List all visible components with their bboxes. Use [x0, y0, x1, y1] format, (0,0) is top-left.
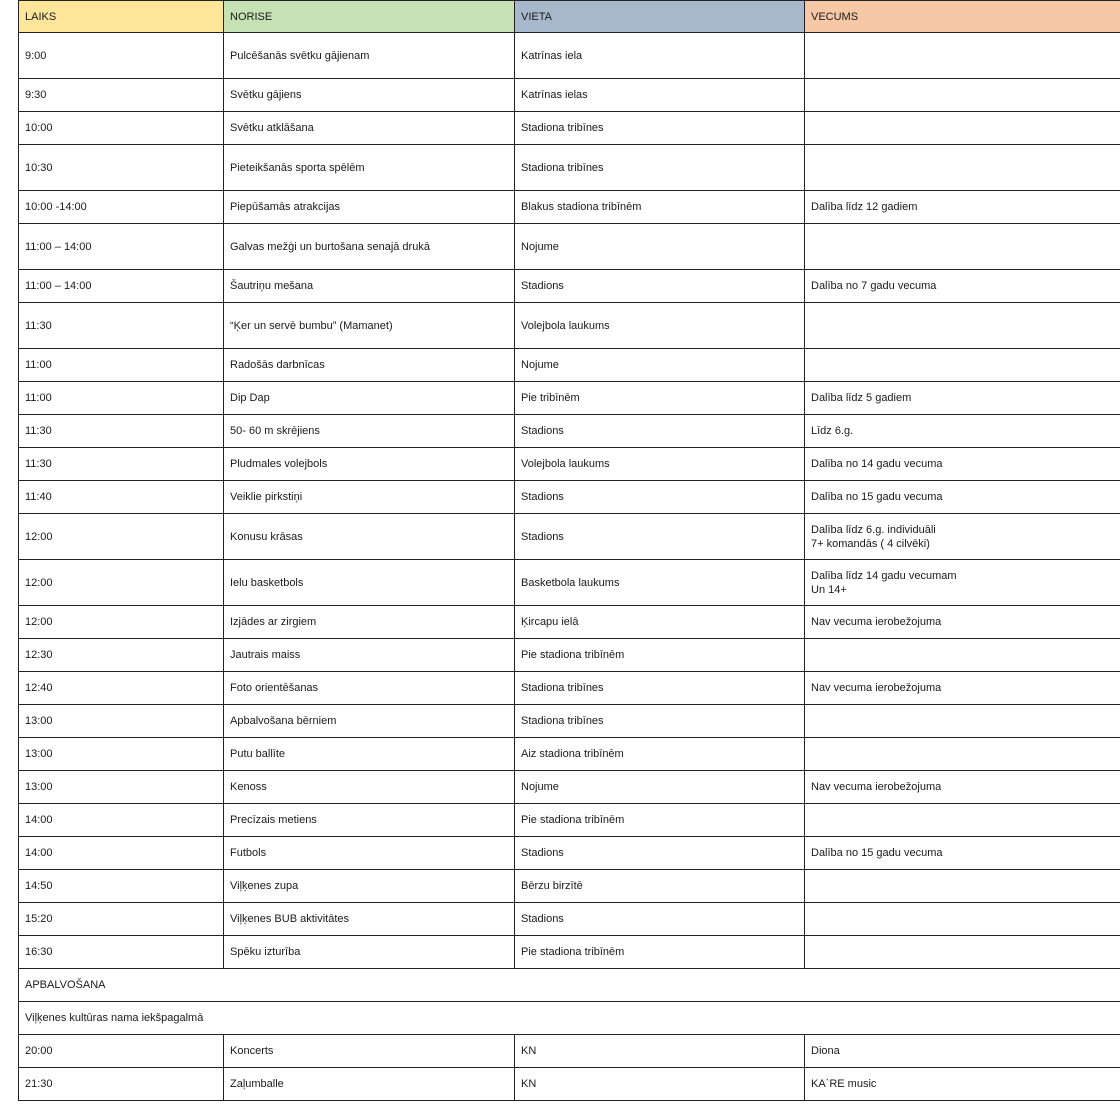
table-row: [19, 1035, 1120, 1068]
table-row: [19, 191, 1120, 224]
cell-location: Volejbola laukums: [515, 448, 805, 481]
cell-time: 21:30: [19, 1068, 224, 1101]
cell-age: Dalība līdz 6.g. individuāli 7+ komandās ( 4 cilvēki): [805, 514, 1120, 560]
cell-location: Pie stadiona tribīnēm: [515, 804, 805, 837]
cell-location: Nojume: [515, 349, 805, 382]
cell-time: 10:00 -14:00: [19, 191, 224, 224]
cell-event: Izjādes ar zirgiem: [224, 606, 515, 639]
cell-location: Nojume: [515, 771, 805, 804]
cell-time: 15:20: [19, 903, 224, 936]
table-row: [19, 705, 1120, 738]
venue-cell: Viļķenes kultūras nama iekšpagalmā: [19, 1002, 1120, 1035]
cell-age: [805, 145, 1120, 191]
cell-location: Stadions: [515, 270, 805, 303]
cell-time: 9:00: [19, 33, 224, 79]
cell-time: 12:00: [19, 514, 224, 560]
cell-time: 20:00: [19, 1035, 224, 1068]
cell-event: Pludmales volejbols: [224, 448, 515, 481]
table-row: [19, 349, 1120, 382]
table-row: [19, 33, 1120, 79]
cell-location: Stadiona tribīnes: [515, 112, 805, 145]
cell-event: Futbols: [224, 837, 515, 870]
cell-event: Spēku izturība: [224, 936, 515, 969]
cell-age: [805, 870, 1120, 903]
header-row: [19, 1, 1120, 33]
cell-age: [805, 224, 1120, 270]
cell-time: 11:00 – 14:00: [19, 224, 224, 270]
venue-row: [19, 1002, 1120, 1035]
cell-age: [805, 33, 1120, 79]
table-row: [19, 448, 1120, 481]
cell-age: KA`RE music: [805, 1068, 1120, 1101]
cell-time: 14:50: [19, 870, 224, 903]
cell-event: Apbalvošana bērniem: [224, 705, 515, 738]
cell-location: Bērzu birzītē: [515, 870, 805, 903]
cell-event: Foto orientēšanas: [224, 672, 515, 705]
cell-age: Dalība no 15 gadu vecuma: [805, 481, 1120, 514]
cell-event: Galvas mežģi un burtošana senajā drukā: [224, 224, 515, 270]
cell-time: 12:00: [19, 560, 224, 606]
cell-event: Konusu krāsas: [224, 514, 515, 560]
cell-event: Svētku atklāšana: [224, 112, 515, 145]
cell-location: Pie stadiona tribīnēm: [515, 936, 805, 969]
cell-age: Dalība no 15 gadu vecuma: [805, 837, 1120, 870]
table-row: [19, 145, 1120, 191]
cell-age: [805, 303, 1120, 349]
cell-location: Blakus stadiona tribīnēm: [515, 191, 805, 224]
table-row: [19, 870, 1120, 903]
cell-time: 13:00: [19, 738, 224, 771]
table-row: [19, 415, 1120, 448]
cell-time: 16:30: [19, 936, 224, 969]
cell-event: “Ķer un servē bumbu” (Mamanet): [224, 303, 515, 349]
awards-row: [19, 969, 1120, 1002]
cell-event: Piepūšamās atrakcijas: [224, 191, 515, 224]
cell-location: Basketbola laukums: [515, 560, 805, 606]
cell-location: Stadions: [515, 903, 805, 936]
cell-age: [805, 112, 1120, 145]
cell-event: Veiklie pirkstiņi: [224, 481, 515, 514]
cell-time: 10:00: [19, 112, 224, 145]
cell-age: [805, 738, 1120, 771]
cell-event: Šautriņu mešana: [224, 270, 515, 303]
table-row: [19, 771, 1120, 804]
cell-location: Stadiona tribīnes: [515, 672, 805, 705]
cell-time: 11:30: [19, 448, 224, 481]
table-row: [19, 804, 1120, 837]
cell-time: 13:00: [19, 771, 224, 804]
cell-location: Aiz stadiona tribīnēm: [515, 738, 805, 771]
cell-event: 50- 60 m skrējiens: [224, 415, 515, 448]
cell-location: Stadions: [515, 514, 805, 560]
header-time: LAIKS: [19, 1, 224, 33]
cell-time: 11:30: [19, 415, 224, 448]
table-row: [19, 672, 1120, 705]
cell-time: 11:40: [19, 481, 224, 514]
table-row: [19, 936, 1120, 969]
cell-time: 9:30: [19, 79, 224, 112]
cell-event: Dip Dap: [224, 382, 515, 415]
cell-location: Stadions: [515, 415, 805, 448]
table-row: [19, 224, 1120, 270]
cell-event: Pieteikšanās sporta spēlēm: [224, 145, 515, 191]
cell-event: Pulcēšanās svētku gājienam: [224, 33, 515, 79]
cell-age: Nav vecuma ierobežojuma: [805, 672, 1120, 705]
awards-cell: APBALVOŠANA: [19, 969, 1120, 1002]
cell-event: Svētku gājiens: [224, 79, 515, 112]
table-row: [19, 903, 1120, 936]
cell-event: Zaļumballe: [224, 1068, 515, 1101]
table-row: [19, 382, 1120, 415]
cell-age: [805, 936, 1120, 969]
table-row: [19, 738, 1120, 771]
table-row: [19, 514, 1120, 560]
cell-age: Nav vecuma ierobežojuma: [805, 771, 1120, 804]
header-age: VECUMS: [805, 1, 1120, 33]
table-row: [19, 639, 1120, 672]
cell-age: [805, 903, 1120, 936]
cell-age: Nav vecuma ierobežojuma: [805, 606, 1120, 639]
cell-event: Ielu basketbols: [224, 560, 515, 606]
cell-time: 11:00: [19, 382, 224, 415]
table-row: [19, 560, 1120, 606]
cell-event: Kenoss: [224, 771, 515, 804]
cell-event: Jautrais maiss: [224, 639, 515, 672]
cell-event: Viļķenes zupa: [224, 870, 515, 903]
cell-time: 14:00: [19, 804, 224, 837]
cell-event: Putu ballīte: [224, 738, 515, 771]
cell-age: Līdz 6.g.: [805, 415, 1120, 448]
table-row: [19, 837, 1120, 870]
cell-age: Dalība no 7 gadu vecuma: [805, 270, 1120, 303]
cell-time: 11:30: [19, 303, 224, 349]
cell-event: Koncerts: [224, 1035, 515, 1068]
cell-location: Pie tribīnēm: [515, 382, 805, 415]
cell-location: Stadiona tribīnes: [515, 705, 805, 738]
cell-event: Precīzais metiens: [224, 804, 515, 837]
table-row: [19, 481, 1120, 514]
cell-time: 11:00: [19, 349, 224, 382]
header-location: VIETA: [515, 1, 805, 33]
cell-time: 10:30: [19, 145, 224, 191]
cell-time: 12:30: [19, 639, 224, 672]
cell-age: [805, 705, 1120, 738]
cell-age: [805, 349, 1120, 382]
cell-location: Nojume: [515, 224, 805, 270]
cell-age: [805, 804, 1120, 837]
schedule-table: [18, 0, 1120, 1101]
cell-location: Katrīnas ielas: [515, 79, 805, 112]
cell-age: Dalība līdz 12 gadiem: [805, 191, 1120, 224]
cell-location: Volejbola laukums: [515, 303, 805, 349]
cell-age: Diona: [805, 1035, 1120, 1068]
header-event: NORISE: [224, 1, 515, 33]
table-row: [19, 112, 1120, 145]
table-row: [19, 79, 1120, 112]
cell-event: Radošās darbnīcas: [224, 349, 515, 382]
table-row: [19, 606, 1120, 639]
cell-location: Katrīnas iela: [515, 33, 805, 79]
cell-location: Stadiona tribīnes: [515, 145, 805, 191]
cell-time: 13:00: [19, 705, 224, 738]
cell-age: Dalība līdz 14 gadu vecumam Un 14+: [805, 560, 1120, 606]
cell-location: Pie stadiona tribīnēm: [515, 639, 805, 672]
table-row: [19, 303, 1120, 349]
table-row: [19, 1068, 1120, 1101]
cell-location: KN: [515, 1068, 805, 1101]
cell-time: 14:00: [19, 837, 224, 870]
cell-location: Ķircapu ielā: [515, 606, 805, 639]
cell-location: Stadions: [515, 837, 805, 870]
cell-time: 12:00: [19, 606, 224, 639]
cell-location: Stadions: [515, 481, 805, 514]
table-row: [19, 270, 1120, 303]
cell-location: KN: [515, 1035, 805, 1068]
cell-time: 12:40: [19, 672, 224, 705]
cell-age: [805, 79, 1120, 112]
cell-event: Viļķenes BUB aktivitātes: [224, 903, 515, 936]
cell-time: 11:00 – 14:00: [19, 270, 224, 303]
cell-age: Dalība līdz 5 gadiem: [805, 382, 1120, 415]
cell-age: [805, 639, 1120, 672]
cell-age: Dalība no 14 gadu vecuma: [805, 448, 1120, 481]
